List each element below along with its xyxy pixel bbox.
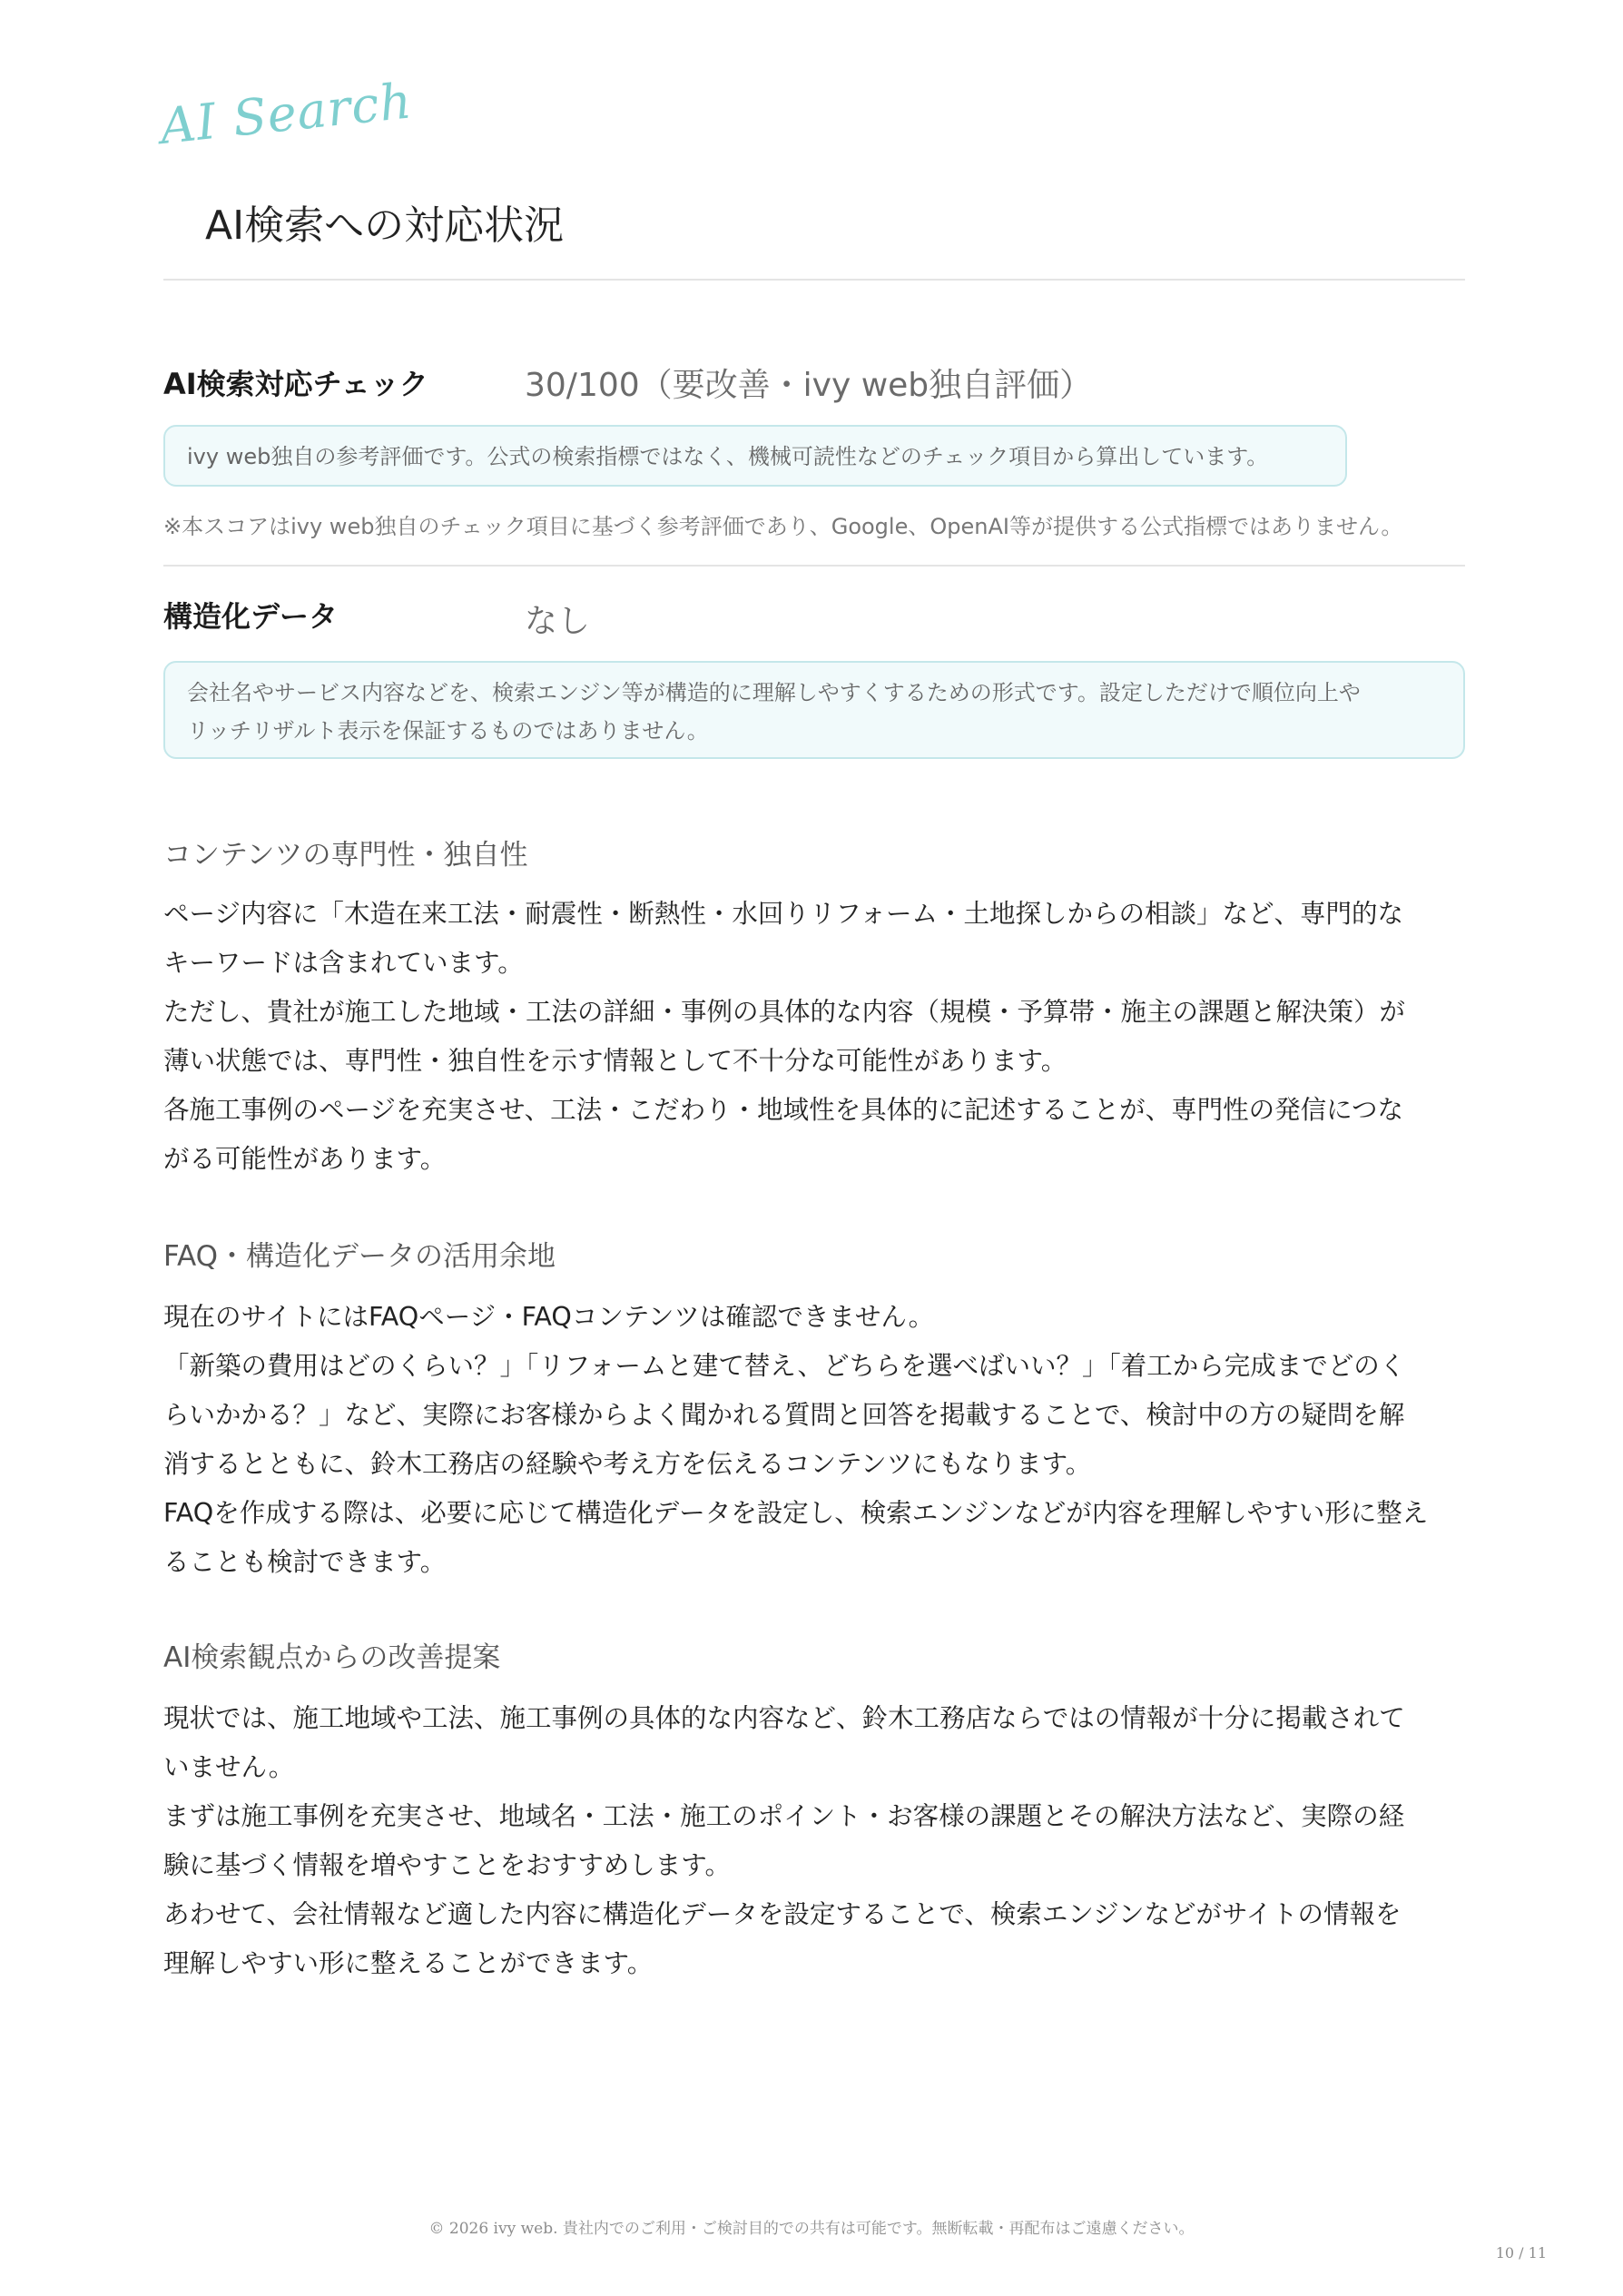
paragraph-line: キーワードは含まれています。	[163, 948, 524, 978]
paragraph-line: ただし、貴社が施工した地域・工法の詳細・事例の具体的な内容（規模・予算帯・施主の課題と解決策）が	[163, 997, 1406, 1027]
paragraph-line: あわせて、会社情報など適した内容に構造化データを設定することで、検索エンジンなどがサイトの情報を	[163, 1899, 1402, 1929]
ai-check-note-text: ivy web独自の参考評価です。公式の検索指標ではなく、機械可読性などのチェック項目から算出しています。	[187, 444, 1269, 469]
paragraph-line: 「新築の費用はどのくらい？」「リフォームと建て替え、どちらを選べばいい？」「着工から完成までどのく	[163, 1351, 1406, 1381]
ai-check-note	[163, 425, 1347, 487]
section-heading-expertise: コンテンツの専門性・独自性	[163, 839, 528, 872]
page-number: 10 / 11	[1495, 2244, 1547, 2262]
paragraph-line: がる可能性があります。	[163, 1144, 447, 1174]
ai-check-label: AI検索対応チェック	[163, 367, 428, 401]
paragraph-line: らいかかる？」など、実際にお客様からよく聞かれる質問と回答を掲載することで、検討中の方の疑問を解	[163, 1400, 1405, 1430]
paragraph-line: 各施工事例のページを充実させ、工法・こだわり・地域性を具体的に記述することが、専門性の発信につな	[163, 1095, 1404, 1125]
structured-data-note-line: 会社名やサービス内容などを、検索エンジン等が構造的に理解しやすくするための形式です。設定しただけで順位向上や	[187, 680, 1361, 705]
ai-check-score: 30/100（要改善・ivy web独自評価）	[525, 367, 1093, 404]
paragraph-line: 験に基づく情報を増やすことをおすすめします。	[163, 1850, 732, 1880]
footer-copyright: © 2026 ivy web. 貴社内でのご利用・ご検討目的での共有は可能です。無断転載・再配布はご遠慮ください。	[428, 2220, 1195, 2238]
section-heading-ai-proposal: AI検索観点からの改善提案	[163, 1641, 501, 1674]
paragraph-line: まずは施工事例を充実させ、地域名・工法・施工のポイント・お客様の課題とその解決方法など、実際の経	[163, 1801, 1405, 1831]
paragraph-line: FAQを作成する際は、必要に応じて構造化データを設定し、検索エンジンなどが内容を理解しやすい形に整え	[163, 1498, 1429, 1528]
paragraph-line: 理解しやすい形に整えることができます。	[163, 1948, 654, 1978]
paragraph-line: 消するとともに、鈴木工務店の経験や考え方を伝えるコンテンツにもなります。	[163, 1449, 1092, 1479]
paragraph-line: 薄い状態では、専門性・独自性を示す情報として不十分な可能性があります。	[163, 1046, 1067, 1076]
section-heading-faq: FAQ・構造化データの活用余地	[163, 1240, 556, 1273]
row-divider	[163, 565, 1465, 567]
structured-data-label: 構造化データ	[163, 599, 339, 634]
paragraph-line: いません。	[163, 1752, 295, 1782]
section-body-expertise	[163, 890, 1471, 1184]
section-body-faq	[163, 1293, 1471, 1587]
page-title: AI検索への対応状況	[205, 202, 565, 249]
paragraph-line: 現状では、施工地域や工法、施工事例の具体的な内容など、鈴木工務店ならではの情報が十分に掲載されて	[163, 1703, 1405, 1733]
title-divider	[163, 279, 1465, 281]
paragraph-line: ることも検討できます。	[163, 1547, 447, 1577]
structured-data-note-line: リッチリザルト表示を保証するものではありません。	[187, 718, 709, 744]
structured-data-note	[163, 661, 1465, 759]
script-title: AI Search	[157, 72, 415, 155]
section-body-ai-proposal	[163, 1694, 1471, 1988]
structured-data-value: なし	[525, 603, 591, 640]
paragraph-line: 現在のサイトにはFAQページ・FAQコンテンツは確認できません。	[163, 1302, 935, 1332]
paragraph-line: ページ内容に「木造在来工法・耐震性・断熱性・水回りリフォーム・土地探しからの相談」など、専門的な	[163, 899, 1404, 929]
ai-check-disclaimer: ※本スコアはivy web独自のチェック項目に基づく参考評価であり、Google、OpenAI等が提供する公式指標ではありません。	[163, 514, 1403, 539]
